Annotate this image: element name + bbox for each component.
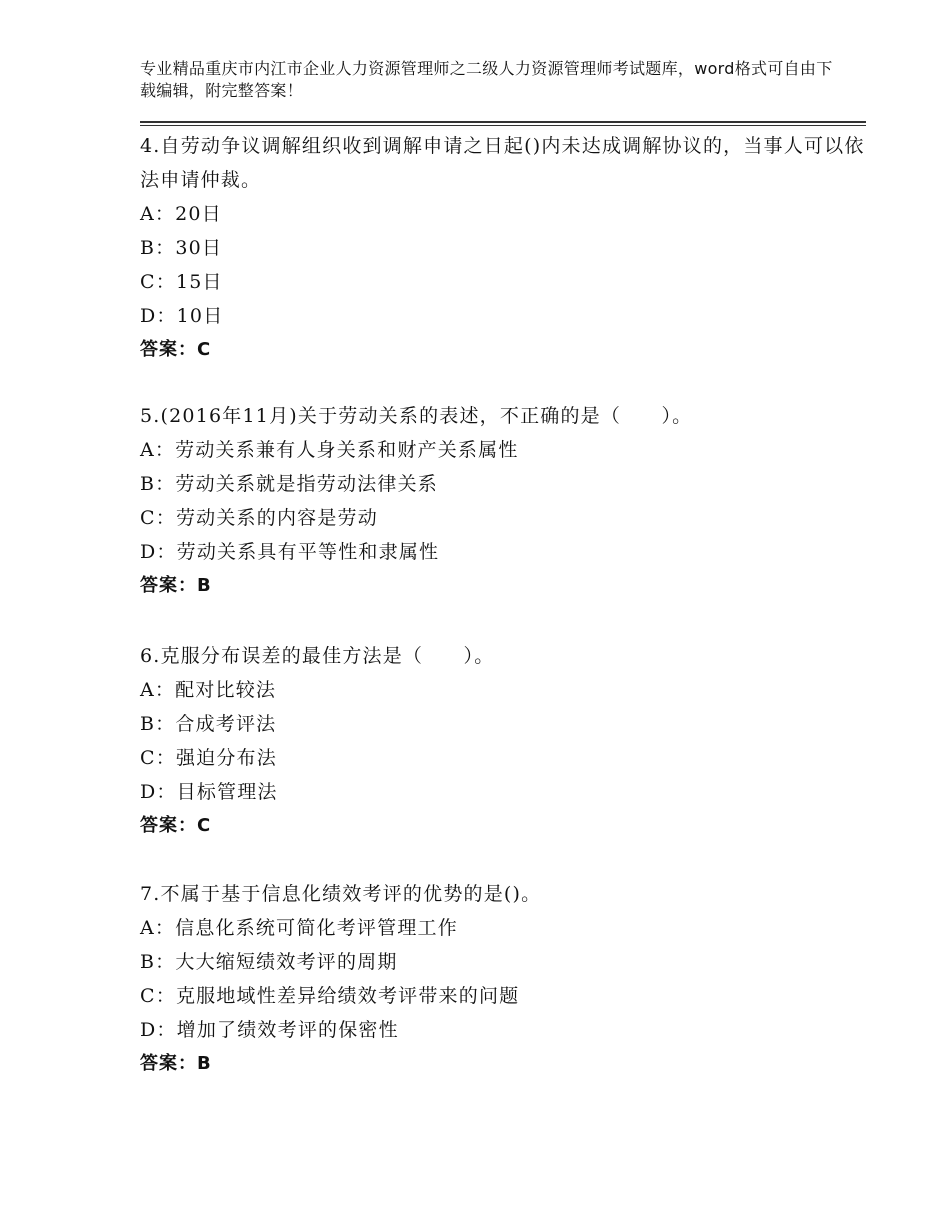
option-d: D：劳动关系具有平等性和隶属性 <box>140 541 440 563</box>
option-c: C：劳动关系的内容是劳动 <box>140 507 378 529</box>
question-7 <box>140 877 870 1081</box>
option-b: B：大大缩短绩效考评的周期 <box>140 951 398 973</box>
question-stem: 5.(2016年11月)关于劳动关系的表述，不正确的是（ ）。 <box>140 405 693 427</box>
header-divider-bottom <box>140 125 866 126</box>
question-stem: 4.自劳动争议调解组织收到调解申请之日起()内未达成调解协议的，当事人可以依法申请仲裁。 <box>140 135 865 191</box>
question-5 <box>140 399 870 603</box>
option-d: D：增加了绩效考评的保密性 <box>140 1019 399 1041</box>
option-c: C：15日 <box>140 271 223 293</box>
option-d: D：目标管理法 <box>140 781 278 803</box>
option-a: A：信息化系统可简化考评管理工作 <box>140 917 458 939</box>
option-b: B：劳动关系就是指劳动法律关系 <box>140 473 438 495</box>
answer: 答案：C <box>140 815 212 836</box>
option-a: A：配对比较法 <box>140 679 277 701</box>
option-b: B：合成考评法 <box>140 713 277 735</box>
option-b: B：30日 <box>140 237 223 259</box>
question-6 <box>140 639 870 843</box>
question-stem: 7.不属于基于信息化绩效考评的优势的是()。 <box>140 883 542 905</box>
option-a: A：劳动关系兼有人身关系和财产关系属性 <box>140 439 519 461</box>
option-d: D：10日 <box>140 305 224 327</box>
question-stem: 6.克服分布误差的最佳方法是（ ）。 <box>140 645 495 667</box>
document-header: 专业精品重庆市内江市企业人力资源管理师之二级人力资源管理师考试题库，word格式可自由下载编辑，附完整答案！ <box>140 59 833 100</box>
option-c: C：克服地域性差异给绩效考评带来的问题 <box>140 985 520 1007</box>
option-a: A：20日 <box>140 203 222 225</box>
answer: 答案：C <box>140 339 212 360</box>
answer: 答案：B <box>140 575 212 596</box>
header-divider-top <box>140 121 866 123</box>
question-4 <box>140 129 870 367</box>
option-c: C：强迫分布法 <box>140 747 277 769</box>
answer: 答案：B <box>140 1053 212 1074</box>
